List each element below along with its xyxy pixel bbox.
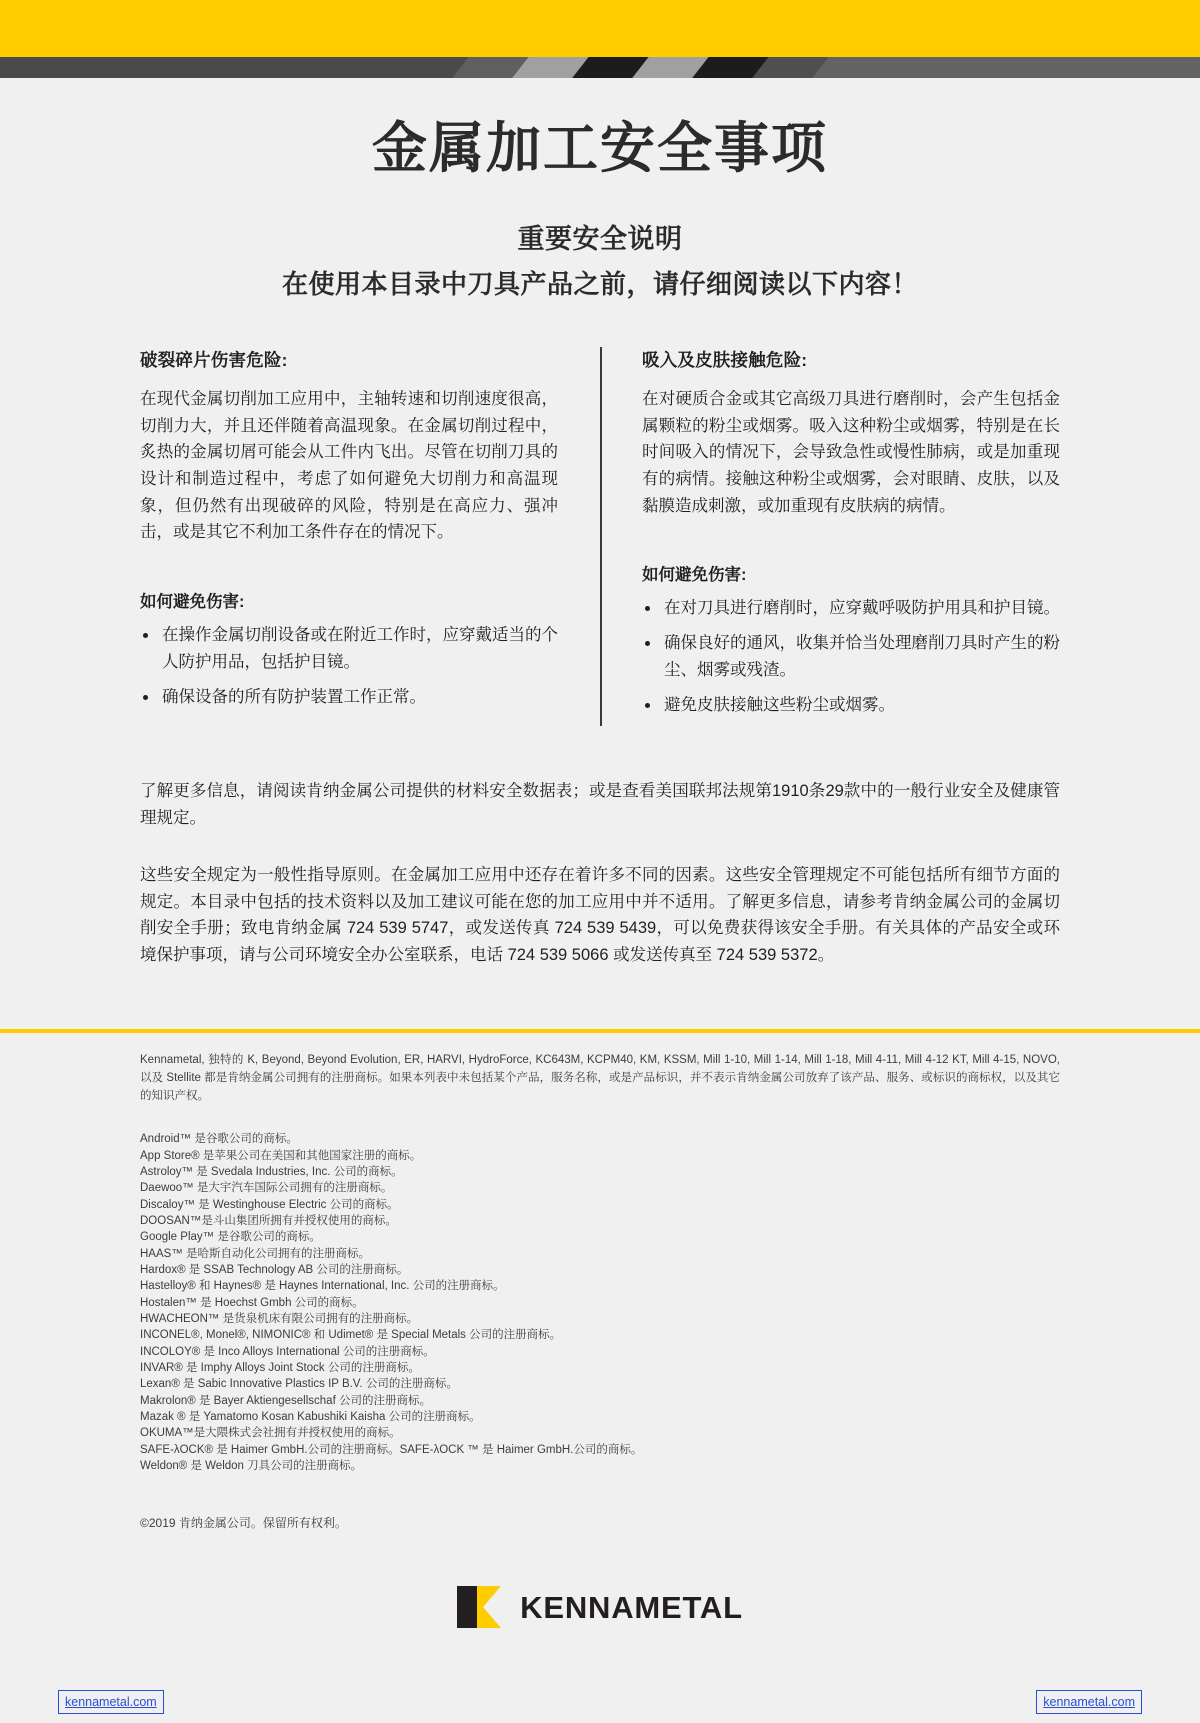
trademark-item: Android™ 是谷歌公司的商标。 bbox=[140, 1133, 298, 1146]
trademark-item: Astroloy™ 是 Svedala Industries, Inc. 公司的商标。 bbox=[140, 1166, 403, 1179]
trademark-item: HAAS™ 是哈斯自动化公司拥有的注册商标。 bbox=[140, 1247, 371, 1260]
hazard-body: 在现代金属切削加工应用中，主轴转速和切削速度很高，切削力大，并且还伴随着高温现象。在金属切削过程中，炙热的金属切屑可能会从工件内飞出。尽管在切削刀具的设计和制造过程中，考虑了如何避免大切削力和高温现象，但仍然有出现破碎的风险，特别是在高应力、强冲击，或是其它不利加工条件存在的情况下。 bbox=[140, 389, 558, 542]
kennametal-link-right[interactable]: kennametal.com bbox=[1036, 1690, 1142, 1714]
trademark-section bbox=[0, 1052, 1200, 1531]
subtitle-secondary: 在使用本目录中刀具产品之前，请仔细阅读以下内容！ bbox=[281, 268, 918, 299]
note-disclaimer: 这些安全规定为一般性指导原则。在金属加工应用中还存在着许多不同的因素。这些安全管理规定不可能包括所有细节方面的规定。本目录中包括的技术资料以及加工建议可能在您的加工应用中并不适用。了解更多信息，请参考肯纳金属公司的金属切削安全手册；致电肯纳金属 724 539 5747，或发送传真 724 539 5439，可以免费获得该安全手册。有关具体的产品安全或环境保护事项，请与公司环境安全办公室联系，电话 724 539 5066 或发送传真至 724 539 5372。 bbox=[140, 865, 1060, 964]
footer-link-right-wrap bbox=[1036, 1690, 1142, 1714]
note-more-info: 了解更多信息，请阅读肯纳金属公司提供的材料安全数据表；或是查看美国联邦法规第1910条29款中的一般行业安全及健康管理规定。 bbox=[140, 782, 1060, 828]
trademark-item: Weldon® 是 Weldon 刀具公司的注册商标。 bbox=[140, 1460, 363, 1472]
hazard-title: 吸入及皮肤接触危险: bbox=[642, 349, 808, 370]
trademark-intro: Kennametal, 独特的 K, Beyond, Beyond Evolution, ER, HARVI, HydroForce, KC643M, KCPM40, KM, KSSM, Mill 1-10, Mill 1-14, Mill 1-18, Mill 4-11, Mill 4-12 KT, Mill 4-15, NOVO, 以及 Stellite 都是肯纳金属公司拥有的注册商标。如果本列表中未包括某个产品，服务名称，或是产品标识，并不表示肯纳金属公司放弃了该产品、服务、或标识的商标权，以及其它的知识产权。 bbox=[140, 1054, 1060, 1102]
trademark-item: Mazak ® 是 Yamatomo Kosan Kabushiki Kaisha 公司的注册商标。 bbox=[140, 1411, 481, 1424]
trademark-item: OKUMA™是大隈株式会社拥有并授权使用的商标。 bbox=[140, 1427, 401, 1440]
trademark-item: Hostalen™ 是 Hoechst Gmbh 公司的商标。 bbox=[140, 1296, 364, 1309]
page-title: 金属加工安全事项 bbox=[371, 117, 828, 179]
top-yellow-banner bbox=[0, 0, 1200, 57]
trademark-item: App Store® 是苹果公司在美国和其他国家注册的商标。 bbox=[140, 1149, 422, 1162]
hazard-body: 在对硬质合金或其它高级刀具进行磨削时，会产生包括金属颗粒的粉尘或烟雾。吸入这种粉尘或烟雾，特别是在长时间吸入的情况下，会导致急性或慢性肺病，或是加重现有的病情。接触这种粉尘或烟雾，会对眼睛、皮肤，以及黏膜造成刺激，或加重现有皮肤病的病情。 bbox=[642, 389, 1060, 515]
hazard-columns bbox=[140, 347, 1060, 726]
avoid-injury-title: 如何避免伤害: bbox=[140, 593, 245, 612]
safety-notes bbox=[140, 778, 1060, 968]
page-content bbox=[0, 78, 1200, 969]
hazard-column-fracture bbox=[140, 347, 600, 726]
trademark-list bbox=[140, 1131, 1060, 1474]
avoid-injury-list bbox=[140, 622, 558, 710]
trademark-item: Lexan® 是 Sabic Innovative Plastics IP B.V. 公司的注册商标。 bbox=[140, 1378, 458, 1391]
trademark-item: SAFE-λOCK® 是 Haimer GmbH.公司的注册商标。SAFE-λOCK ™ 是 Haimer GmbH.公司的商标。 bbox=[140, 1443, 643, 1456]
list-item: 确保设备的所有防护装置工作正常。 bbox=[140, 684, 558, 711]
list-item: 在操作金属切削设备或在附近工作时，应穿戴适当的个人防护用品，包括护目镜。 bbox=[140, 622, 558, 675]
subtitle-primary: 重要安全说明 bbox=[517, 223, 683, 254]
trademark-item: Discaloy™ 是 Westinghouse Electric 公司的商标。 bbox=[140, 1198, 399, 1211]
hazard-column-inhalation bbox=[600, 347, 1060, 726]
trademark-item: Makrolon® 是 Bayer Aktiengesellschaf 公司的注册商标。 bbox=[140, 1394, 431, 1407]
list-item: 在对刀具进行磨削时，应穿戴呼吸防护用具和护目镜。 bbox=[642, 595, 1060, 622]
trademark-item: INVAR® 是 Imphy Alloys Joint Stock 公司的注册商标。 bbox=[140, 1362, 420, 1375]
footer-link-left-wrap bbox=[58, 1690, 164, 1714]
copyright-notice: ©2019 肯纳金属公司。保留所有权利。 bbox=[140, 1516, 347, 1531]
trademark-item: Hardox® 是 SSAB Technology AB 公司的注册商标。 bbox=[140, 1264, 409, 1277]
kennametal-link-left[interactable]: kennametal.com bbox=[58, 1690, 164, 1714]
yellow-divider bbox=[0, 1029, 1200, 1033]
avoid-injury-list bbox=[642, 595, 1060, 718]
kennametal-logo-icon bbox=[457, 1586, 509, 1628]
trademark-item: Daewoo™ 是大宇汽车国际公司拥有的注册商标。 bbox=[140, 1182, 393, 1195]
trademark-item: Google Play™ 是谷歌公司的商标。 bbox=[140, 1231, 321, 1244]
trademark-item: INCONEL®, Monel®, NIMONIC® 和 Udimet® 是 Special Metals 公司的注册商标。 bbox=[140, 1329, 562, 1342]
footer-logo bbox=[0, 1586, 1200, 1628]
hazard-title: 破裂碎片伤害危险: bbox=[140, 349, 288, 370]
trademark-item: INCOLOY® 是 Inco Alloys International 公司的注册商标。 bbox=[140, 1345, 435, 1358]
avoid-injury-title: 如何避免伤害: bbox=[642, 566, 747, 585]
trademark-item: Hastelloy® 和 Haynes® 是 Haynes International, Inc. 公司的注册商标。 bbox=[140, 1280, 505, 1293]
trademark-item: HWACHEON™ 是货泉机床有限公司拥有的注册商标。 bbox=[140, 1313, 419, 1326]
list-item: 确保良好的通风，收集并恰当处理磨削刀具时产生的粉尘、烟雾或残渣。 bbox=[642, 630, 1060, 683]
trademark-item: DOOSAN™是斗山集团所拥有并授权使用的商标。 bbox=[140, 1215, 397, 1228]
diagonal-stripe-band bbox=[0, 57, 1200, 78]
list-item: 避免皮肤接触这些粉尘或烟雾。 bbox=[642, 692, 1060, 719]
brand-wordmark: KENNAMETAL bbox=[520, 1589, 743, 1625]
